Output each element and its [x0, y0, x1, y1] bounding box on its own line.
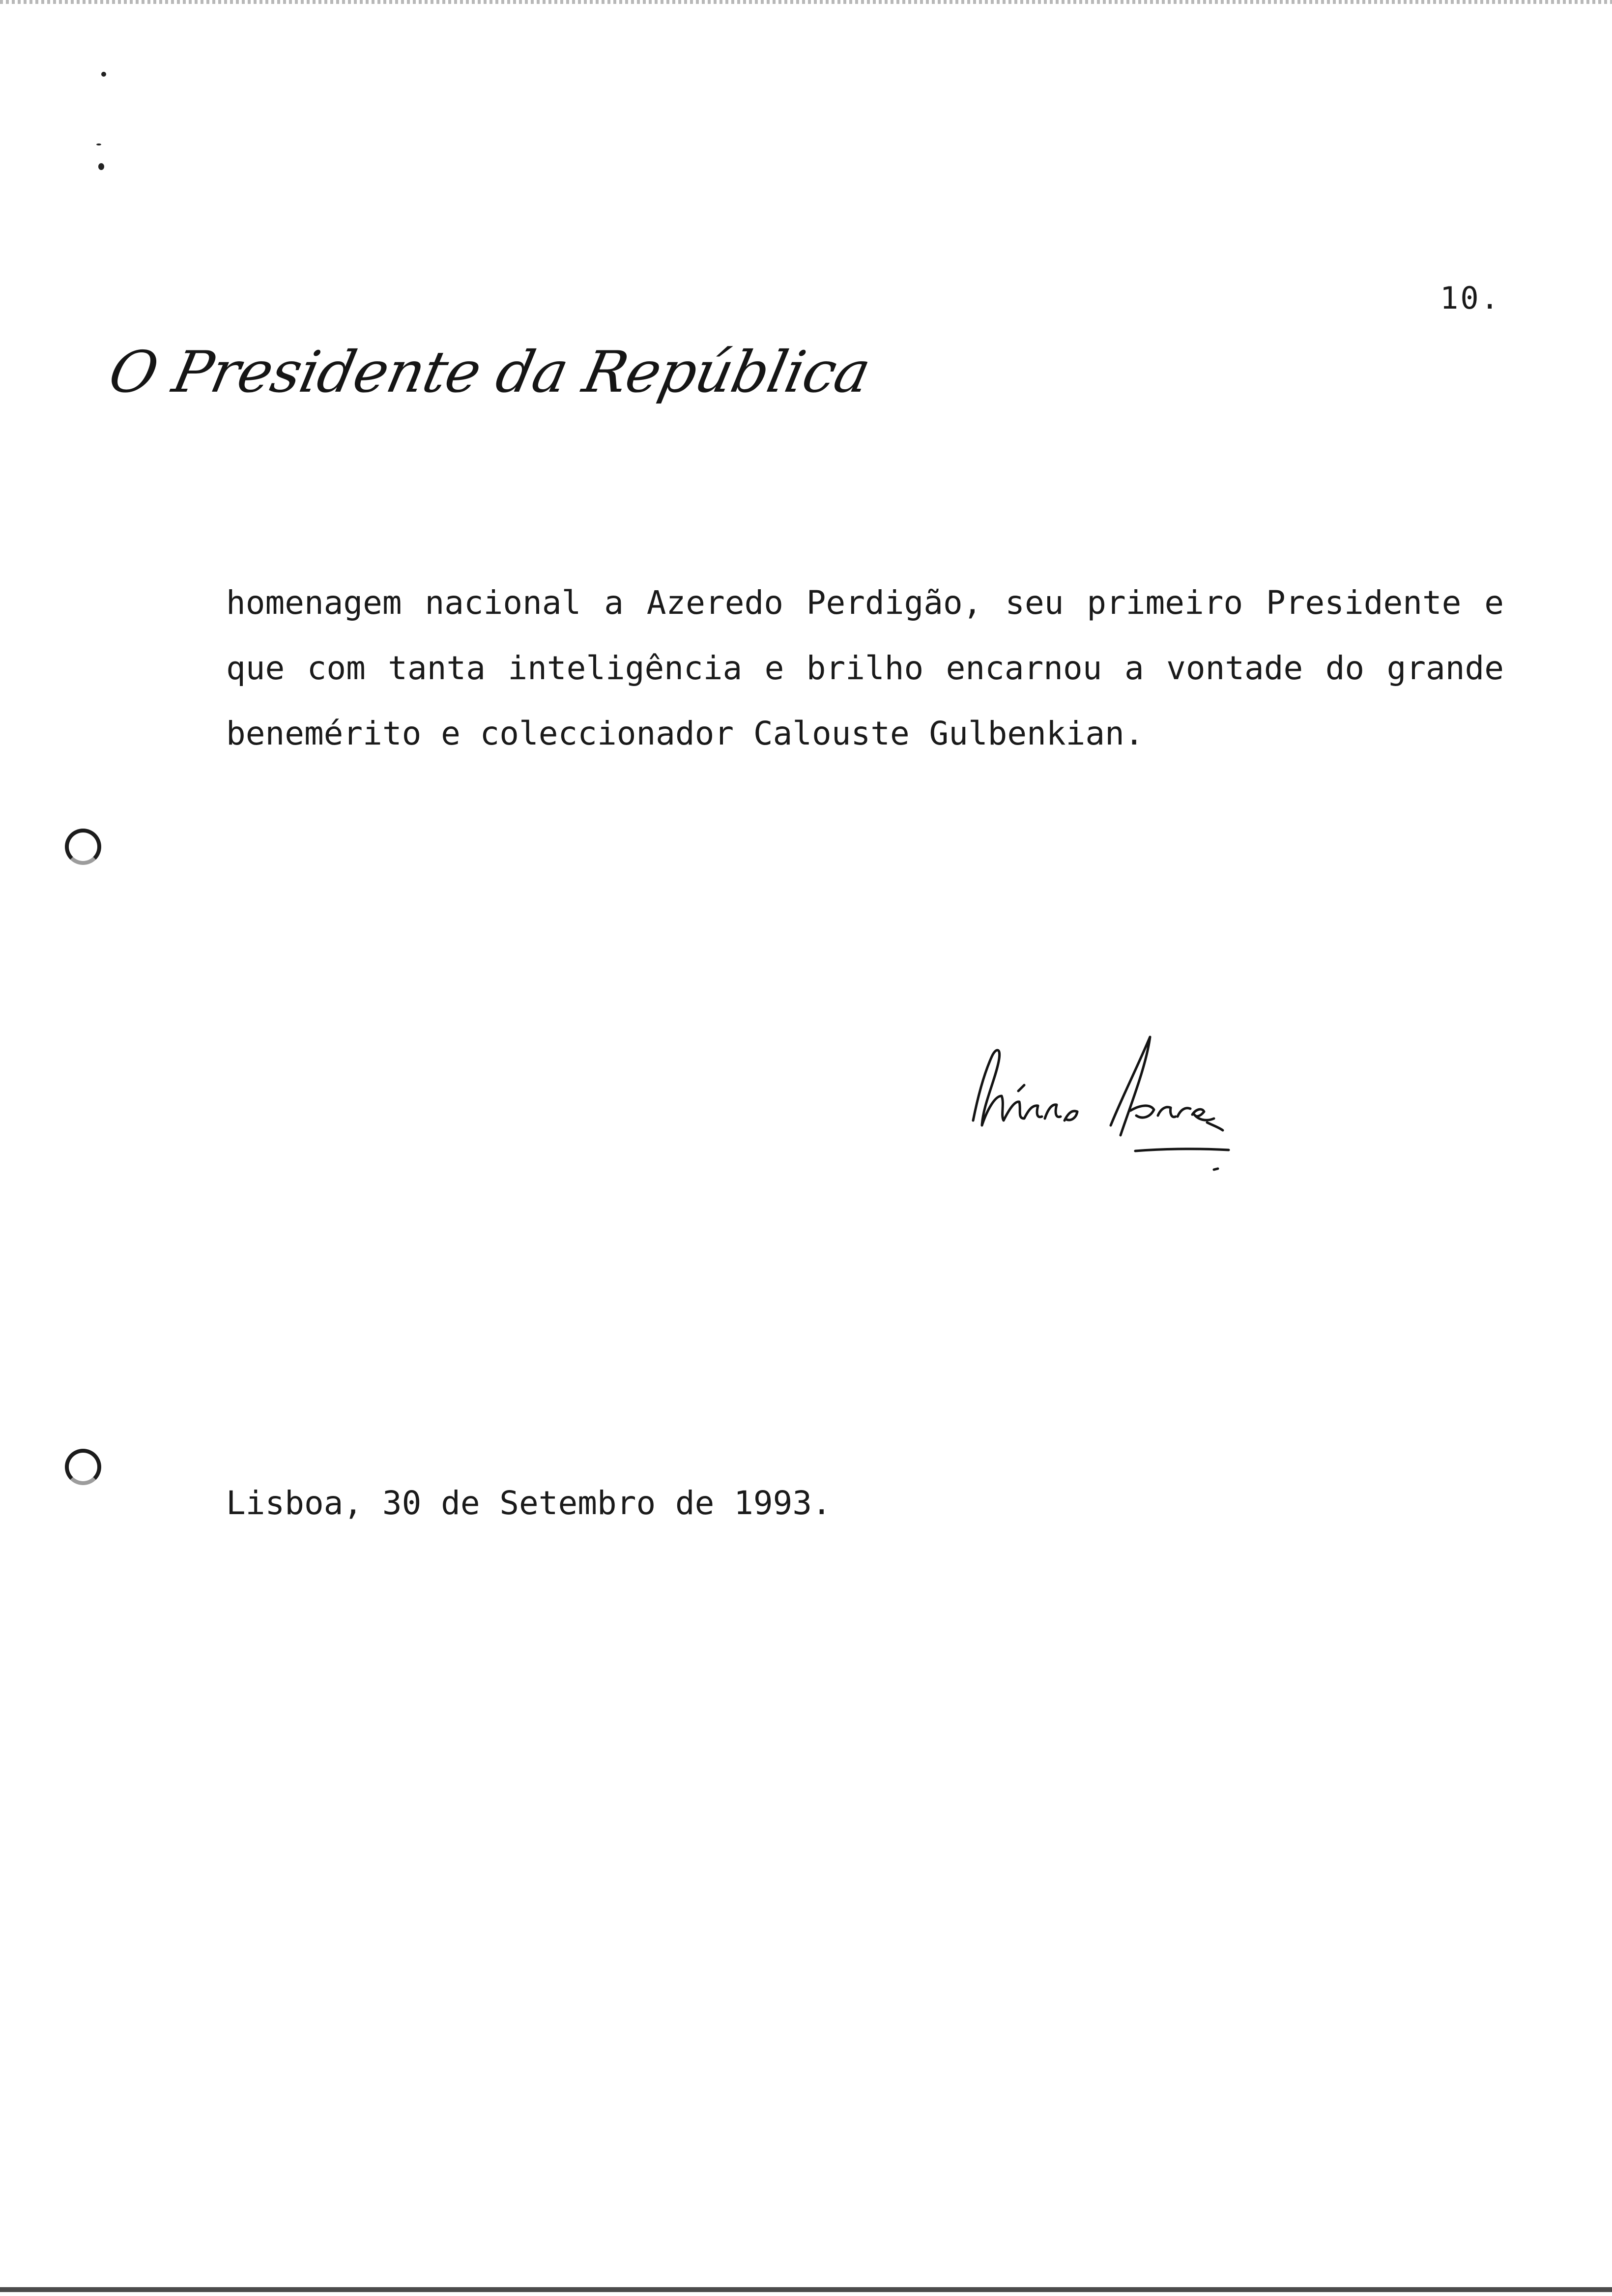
body-line: que com tanta inteligência e brilho encarnou a vontade do grande [226, 649, 1504, 687]
handwritten-signature [963, 1022, 1238, 1179]
punch-hole [65, 829, 101, 865]
body-line: homenagem nacional a Azeredo Perdigão, seu primeiro Presidente e [226, 584, 1504, 622]
letterhead-title: O Presidente da República [103, 339, 876, 405]
body-paragraph [226, 570, 1504, 766]
scan-bottom-edge [0, 2287, 1612, 2292]
scan-speck [96, 144, 101, 145]
body-line: benemérito e coleccionador Calouste Gulbenkian. [226, 715, 1144, 752]
scan-speck [101, 72, 106, 77]
place-and-date: Lisboa, 30 de Setembro de 1993. [226, 1484, 832, 1522]
punch-hole [65, 1449, 101, 1485]
scan-top-edge [0, 0, 1612, 4]
scan-speck [98, 163, 104, 170]
page-number: 10. [1440, 280, 1501, 316]
